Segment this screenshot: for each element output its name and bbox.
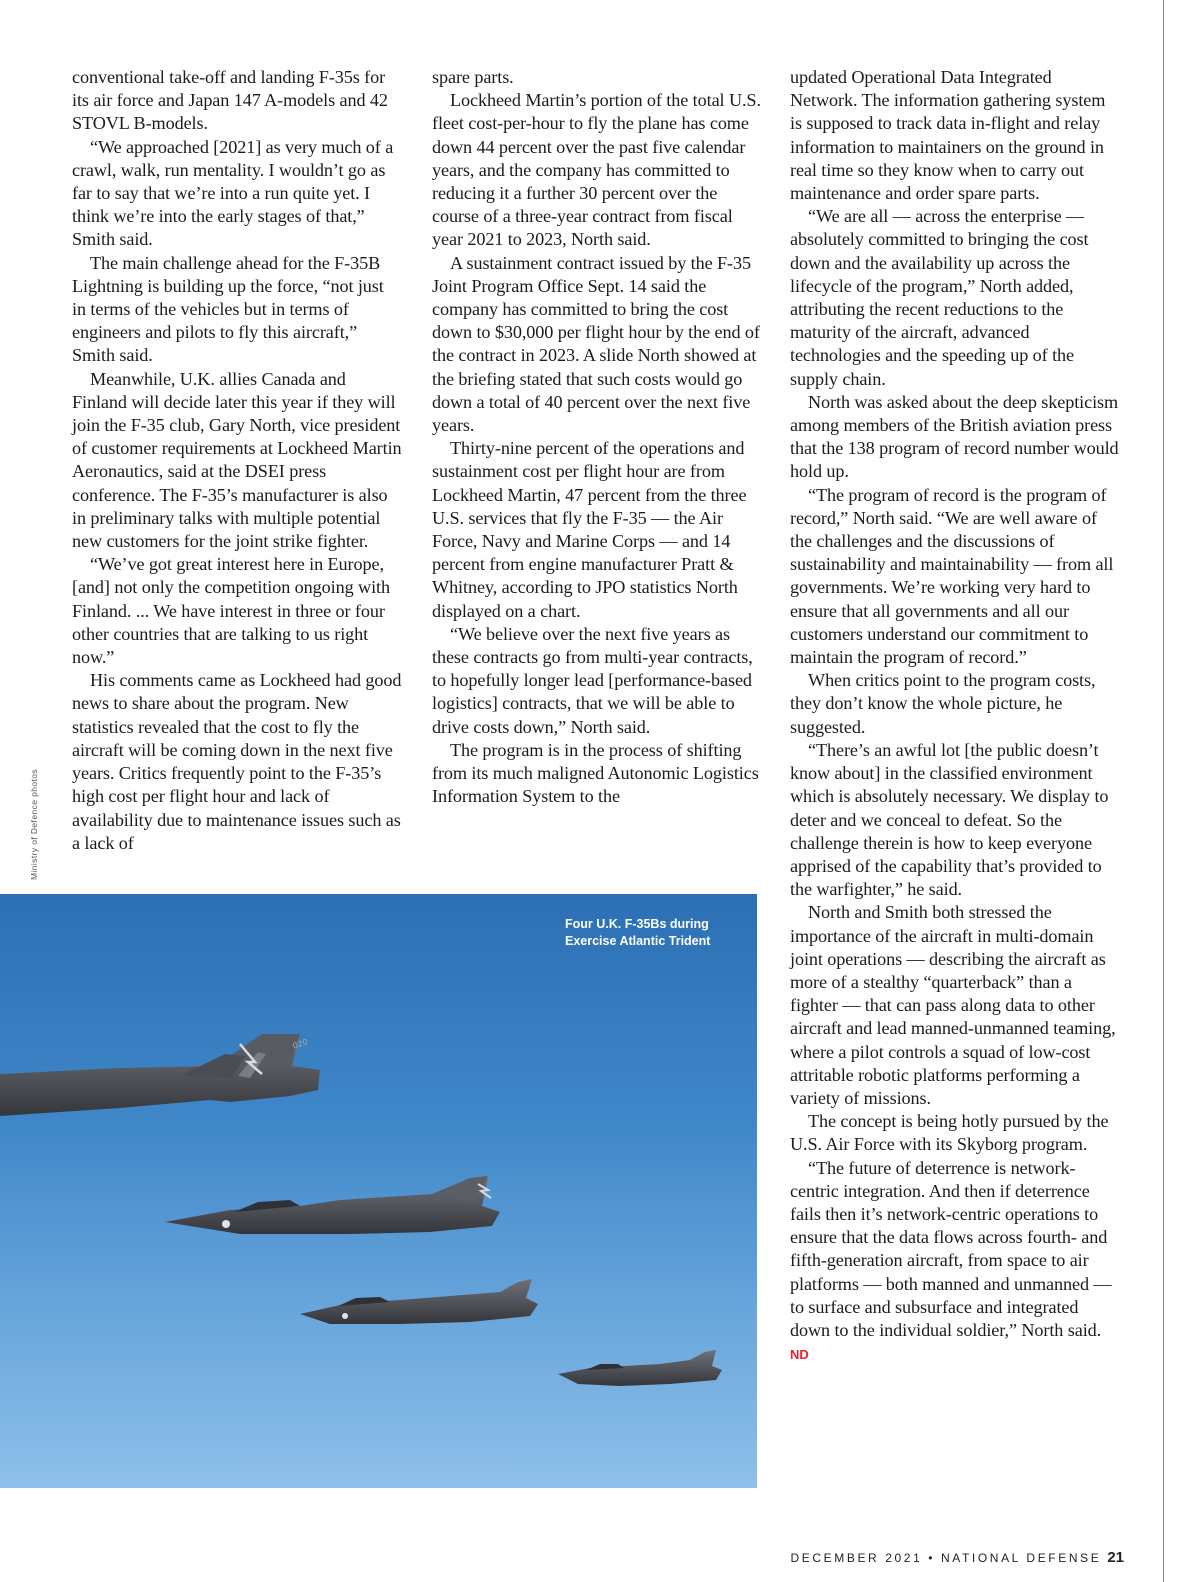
page-footer: [791, 1549, 1124, 1566]
page-edge-rule: [1163, 0, 1164, 1582]
photo-credit: Ministry of Defence photos: [29, 768, 39, 880]
paragraph: “We are all — across the enterprise — absolutely committed to bringing the cost down and the availability up across the lifecycle of the program,” North added, attributing the recent reductions to the maturity of the aircraft, advanced technologies and the speeding up of the supply chain.: [790, 206, 1089, 389]
paragraph: “We believe over the next five years as these contracts go from multi-year contracts, to hopefully longer lead [performance-based logistics] contracts, that we will be able to drive costs down,” North said.: [432, 623, 753, 737]
paragraph: “The program of record is the program of record,” North said. “We are well aware of the challenges and the discussions of sustainability and maintainability — from all governments. We’re working very hard to ensure that all governments and all our customers understand our commitment to maintain the program of record.”: [790, 484, 1114, 668]
paragraph: updated Operational Data Integrated Network. The information gathering system is supposed to track data in-flight and relay information to maintainers on the ground in real time so they know when to carry out maintenance and order spare parts.: [790, 67, 1106, 204]
end-of-article-mark: ND: [790, 1347, 809, 1363]
article-column-2: [432, 66, 764, 809]
paragraph: “There’s an awful lot [the public doesn’t know about] in the classified environment which is absolutely necessary. We display to deter and we conceal to defeat. So the challenge therein is how to keep everyone apprised of the capability that’s provided to the warfighter,” he said.: [790, 739, 1109, 900]
jet-4: [558, 1350, 722, 1386]
paragraph: Lockheed Martin’s portion of the total U.S. fleet cost-per-hour to fly the plane has come down 44 percent over the past five calendar years, and the company has committed to reducing it a further 30 percent over the course of a three-year contract from fiscal year 2021 to 2023, North said.: [432, 90, 761, 250]
paragraph: North was asked about the deep skepticism among members of the British aviation press that the 138 program of record number would hold up.: [790, 391, 1119, 482]
paragraph: spare parts.: [432, 67, 514, 87]
paragraph-text: “The future of deterrence is network-centric integration. And then if deterrence fails then it’s network-centric operations to ensure that the data flows across fourth- and fifth-generation aircraft, from space to air platforms — both manned and unmanned — to surface and subsurface and integrated down to the individual soldier,” North said.: [790, 1157, 1112, 1340]
tail-code: 020: [291, 1037, 310, 1051]
paragraph: A sustainment contract issued by the F-35 Joint Program Office Sept. 14 said the company has committed to bring the cost down to $30,000 per flight hour by the end of the contract in 2023. A slide North showed at the briefing stated that such costs would go down a total of 40 percent over the next five years.: [432, 252, 760, 436]
paragraph: conventional take-off and landing F-35s for its air force and Japan 147 A-models and 42 STOVL B-models.: [72, 67, 388, 134]
paragraph: Meanwhile, U.K. allies Canada and Finland will decide later this year if they will join the F-35 club, Gary North, vice president of customer requirements at Lockheed Martin Aeronautics, said at the DSEI press conference. The F-35’s manufacturer is also in preliminary talks with multiple potential new customers for the joint strike fighter.: [72, 368, 402, 552]
paragraph: “We approached [2021] as very much of a crawl, walk, run mentality. I wouldn’t go as far to say that we’re into a run quite yet. I think we’re into the early stages of that,” Smith said.: [72, 136, 394, 250]
f35-formation-photo: [0, 894, 757, 1488]
article-column-1: [72, 66, 402, 855]
paragraph: The main challenge ahead for the F-35B Lightning is building up the force, “not just in terms of the vehicles but in terms of engineers and pilots to fly this aircraft,” Smith said.: [72, 252, 384, 366]
paragraph: His comments came as Lockheed had good news to share about the program. New statistics revealed that the cost to fly the aircraft will be coming down in the next five years. Critics frequently point to the F-35’s high cost per flight hour and lack of availability due to maintenance issues such as a lack of: [72, 670, 402, 853]
paragraph: North and Smith both stressed the importance of the aircraft in multi-domain joint operations — describing the aircraft as more of a stealthy “quarterback” than a fighter — that can pass along data to other aircraft and lead manned-unmanned teaming, where a pilot controls a squad of low-cost attritable robotic platforms performing a variety of missions.: [790, 902, 1116, 1108]
paragraph: [790, 1157, 1120, 1367]
jet-1: [0, 1034, 320, 1116]
folio-text: DECEMBER 2021 • NATIONAL DEFENSE: [790, 1551, 1102, 1565]
paragraph: When critics point to the program costs, they don’t know the whole picture, he suggested.: [790, 670, 1096, 737]
photo-caption: Four U.K. F-35Bs during Exercise Atlantic Trident: [565, 917, 711, 948]
paragraph: The concept is being hotly pursued by the U.S. Air Force with its Skyborg program.: [790, 1111, 1109, 1155]
article-column-3: [790, 66, 1120, 1366]
paragraph: “We’ve got great interest here in Europe, [and] not only the competition ongoing with Finland. ... We have interest in three or four other countries that are talking to us right now.”: [72, 554, 390, 668]
paragraph: Thirty-nine percent of the operations and sustainment cost per flight hour are from Lockheed Martin, 47 percent from the three U.S. services that fly the F-35 — the Air Force, Navy and Marine Corps — and 14 percent from engine manufacturer Pratt & Whitney, according to JPO statistics North displayed on a chart.: [432, 438, 747, 621]
page-number: 21: [1107, 1549, 1124, 1566]
jet-2: [165, 1176, 500, 1234]
jets-illustration: [0, 894, 757, 1488]
paragraph: The program is in the process of shifting from its much maligned Autonomic Logistics Information System to the: [432, 739, 759, 807]
jet-3: [300, 1279, 538, 1324]
